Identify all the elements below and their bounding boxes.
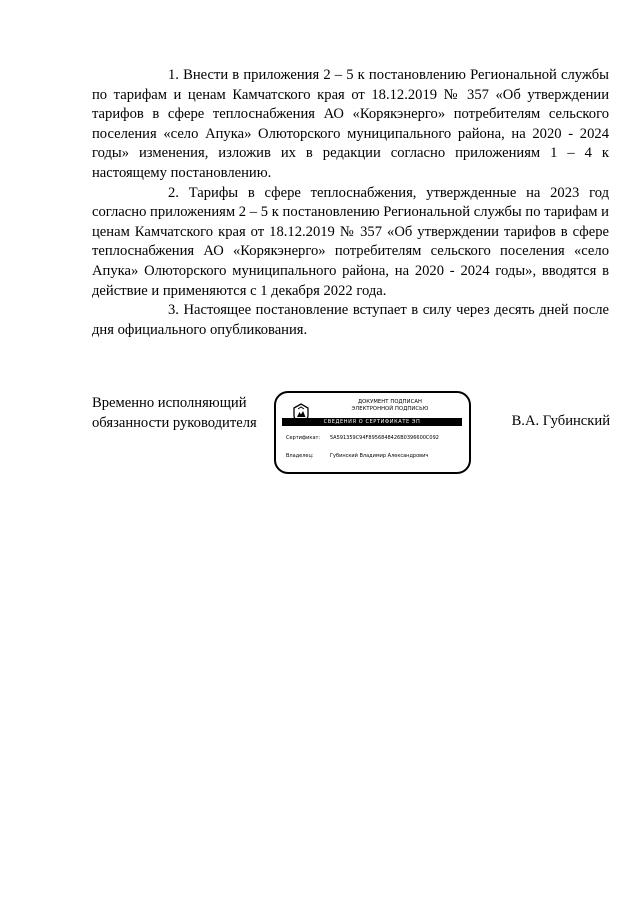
signer-position-line-1: Временно исполняющий [92, 395, 247, 411]
paragraph-number: 1. [168, 67, 179, 83]
signer-name: В.А. Губинский [511, 413, 610, 429]
owner-value: Губинский Владимир Александрович [330, 453, 429, 459]
paragraph-2 [92, 184, 609, 302]
certificate-label: Сертификат: [286, 435, 321, 441]
document-body [92, 66, 609, 340]
paragraph-number: 3. [168, 302, 179, 319]
signer-position-line-2: обязанности руководителя [92, 414, 257, 431]
owner-label: Владелец: [286, 453, 314, 459]
paragraph-3 [92, 301, 609, 340]
paragraph-number: 2. [168, 184, 179, 201]
paragraph-1 [92, 66, 609, 184]
stamp-owner-row [286, 453, 428, 460]
stamp-certificate-bar: СВЕДЕНИЯ О СЕРТИФИКАТЕ ЭП [282, 418, 462, 426]
paragraph-text: Внести в приложения 2 – 5 к постановлению Региональной службы по тарифам и ценам Камчатского края от 18.12.2019 № 357 «Об утверждении тарифов в сфере теплоснабжения АО «Корякэнерго» потребителям сельского поселения «село Апука» Олюторского муниципального района, на 2020 - 2024 годы» изменения, изложив их в редакции согласно приложениям 1 – 4 к настоящему постановлению. [92, 67, 609, 181]
stamp-certificate-row [286, 435, 439, 442]
stamp-header-line-1: ДОКУМЕНТ ПОДПИСАН [357, 399, 423, 405]
stamp-header [320, 399, 460, 413]
certificate-value: 5A591359C94F8956848426B0396600C092 [330, 435, 439, 441]
signer-position [92, 394, 257, 433]
paragraph-text: Тарифы в сфере теплоснабжения, утвержденные на 2023 год согласно приложениям 2 – 5 к постановлению Региональной службы по тарифам и ценам Камчатского края от 18.12.2019 № 357 «Об утверждении тарифов в сфере теплоснабжения АО «Корякэнерго» потребителям сельского поселения «село Апука» Олюторского муниципального района, на 2020 - 2024 годы», вводятся в действие и применяются с 1 декабря 2022 года. [92, 184, 609, 299]
paragraph-text: Настоящее постановление вступает в силу через десять дней после дня официального опубликования. [92, 302, 609, 338]
electronic-signature-stamp [274, 391, 471, 474]
stamp-header-line-2: ЭЛЕКТРОННОЙ ПОДПИСЬЮ [351, 406, 429, 412]
